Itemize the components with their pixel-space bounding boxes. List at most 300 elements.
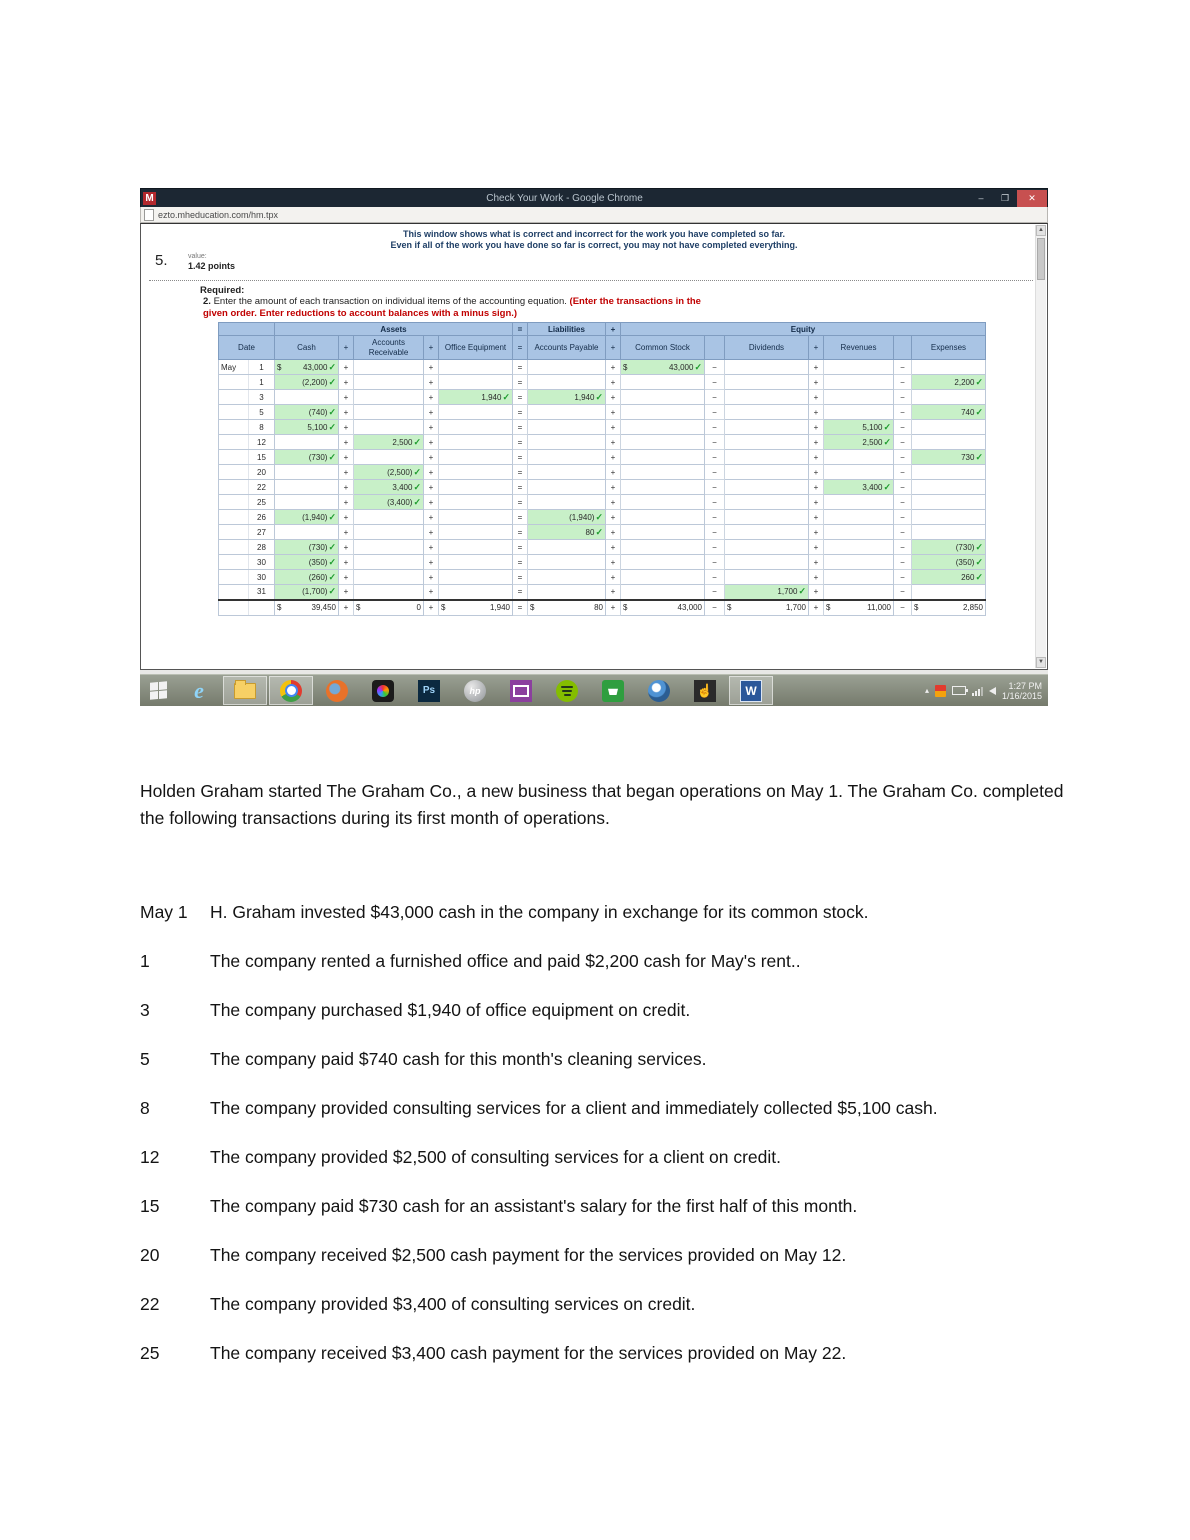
cell-exp[interactable] xyxy=(912,420,986,435)
cell-exp: $ 2,850 xyxy=(912,600,986,616)
windows-logo-icon xyxy=(150,681,167,699)
operator-cell: + xyxy=(339,510,354,525)
cell-ap[interactable] xyxy=(528,375,606,390)
operator-cell: + xyxy=(606,450,621,465)
column-header: Dividends xyxy=(725,336,809,360)
cell-exp[interactable] xyxy=(912,435,986,450)
cell-cs[interactable] xyxy=(621,405,705,420)
correct-checkmark-icon: ✓ xyxy=(883,436,891,447)
cell-ap[interactable] xyxy=(528,555,606,570)
transaction-day: May 1 xyxy=(140,902,188,922)
firefox-taskbar-button[interactable] xyxy=(315,676,359,705)
date-day-cell: 22 xyxy=(249,480,275,495)
cell-cs[interactable] xyxy=(621,495,705,510)
transaction-item xyxy=(140,949,1065,973)
operator-cell: = xyxy=(513,465,528,480)
operator-header: + xyxy=(339,336,354,360)
correct-checkmark-icon: ✓ xyxy=(328,376,336,387)
date-month-cell xyxy=(219,480,249,495)
cell-rev[interactable] xyxy=(824,465,894,480)
cell-cash[interactable]: $ 43,000 ✓ xyxy=(275,360,339,375)
cell-div[interactable] xyxy=(725,525,809,540)
cell-cs[interactable] xyxy=(621,450,705,465)
cell-oe[interactable] xyxy=(439,405,513,420)
cell-oe[interactable] xyxy=(439,360,513,375)
cell-rev[interactable] xyxy=(824,495,894,510)
address-bar[interactable] xyxy=(140,207,1048,223)
cell-oe[interactable] xyxy=(439,555,513,570)
cell-exp[interactable] xyxy=(912,585,986,600)
cell-cs[interactable] xyxy=(621,585,705,600)
chrome-taskbar-button[interactable] xyxy=(269,676,313,705)
app-store-taskbar-button[interactable] xyxy=(591,676,635,705)
operator-cell: + xyxy=(424,390,439,405)
operator-cell: + xyxy=(809,435,824,450)
cell-cs[interactable] xyxy=(621,480,705,495)
operator-cell: − xyxy=(894,465,912,480)
cell-cs[interactable] xyxy=(621,420,705,435)
cell-ar[interactable] xyxy=(354,450,424,465)
cell-cs[interactable] xyxy=(621,555,705,570)
operator-cell: − xyxy=(894,495,912,510)
operator-cell: + xyxy=(809,570,824,585)
date-month-cell xyxy=(219,465,249,480)
remote-app-taskbar-button[interactable] xyxy=(499,676,543,705)
operator-cell: = xyxy=(513,585,528,600)
cell-oe[interactable] xyxy=(439,435,513,450)
operator-cell: + xyxy=(424,435,439,450)
correct-checkmark-icon: ✓ xyxy=(413,481,421,492)
correct-checkmark-icon: ✓ xyxy=(328,451,336,462)
cell-ap: $ 80 xyxy=(528,600,606,616)
cell-exp[interactable] xyxy=(912,390,986,405)
cell-div[interactable] xyxy=(725,435,809,450)
action-center-icon[interactable] xyxy=(935,685,946,697)
cell-oe[interactable] xyxy=(439,585,513,600)
photoshop-taskbar-button[interactable] xyxy=(407,676,451,705)
operator-cell: + xyxy=(339,465,354,480)
cell-oe[interactable]: 1,940 ✓ xyxy=(439,390,513,405)
cell-oe[interactable] xyxy=(439,420,513,435)
cell-ar[interactable] xyxy=(354,585,424,600)
volume-icon[interactable] xyxy=(989,687,996,695)
scrollbar-thumb[interactable] xyxy=(1037,238,1045,280)
operator-cell: − xyxy=(894,600,912,616)
cell-oe[interactable] xyxy=(439,375,513,390)
cell-ap[interactable] xyxy=(528,405,606,420)
cell-rev[interactable] xyxy=(824,405,894,420)
column-header: Expenses xyxy=(912,336,986,360)
transaction-text: The company provided $2,500 of consulting services for a client on credit. xyxy=(210,1147,782,1167)
cell-cash[interactable]: (740) ✓ xyxy=(275,405,339,420)
operator-cell: + xyxy=(424,570,439,585)
cell-div[interactable] xyxy=(725,405,809,420)
cell-rev[interactable]: 3,400 ✓ xyxy=(824,480,894,495)
cell-oe[interactable] xyxy=(439,570,513,585)
cell-ap[interactable]: (1,940) ✓ xyxy=(528,510,606,525)
date-month-cell xyxy=(219,540,249,555)
cell-ar[interactable] xyxy=(354,390,424,405)
accounting-equation-table xyxy=(218,322,986,616)
operator-cell: + xyxy=(606,570,621,585)
correct-checkmark-icon: ✓ xyxy=(595,526,603,537)
operator-cell: − xyxy=(705,405,725,420)
maximize-button[interactable]: ❐ xyxy=(1000,192,1010,203)
totals-row xyxy=(219,600,986,616)
transaction-row xyxy=(219,420,986,435)
transaction-item xyxy=(140,1194,1065,1218)
operator-header: + xyxy=(606,336,621,360)
cell-ar[interactable]: (2,500) ✓ xyxy=(354,465,424,480)
cell-ap[interactable] xyxy=(528,360,606,375)
cell-cash[interactable]: (730) ✓ xyxy=(275,450,339,465)
operator-cell: + xyxy=(424,480,439,495)
operator-cell: − xyxy=(705,585,725,600)
group-header: = xyxy=(513,323,528,336)
operator-cell: + xyxy=(339,555,354,570)
date-day-cell: 15 xyxy=(249,450,275,465)
google-earth-taskbar-button[interactable] xyxy=(637,676,681,705)
operator-cell: + xyxy=(809,555,824,570)
cell-cash[interactable] xyxy=(275,495,339,510)
cell-exp[interactable]: (730) ✓ xyxy=(912,540,986,555)
cell-div[interactable]: 1,700 ✓ xyxy=(725,585,809,600)
cell-rev: $ 11,000 xyxy=(824,600,894,616)
operator-cell: − xyxy=(705,555,725,570)
cell-exp[interactable]: 730 ✓ xyxy=(912,450,986,465)
question-number: 5. xyxy=(155,252,168,269)
spotify-icon xyxy=(556,680,578,702)
cell-exp[interactable]: 260 ✓ xyxy=(912,570,986,585)
network-signal-icon[interactable] xyxy=(972,686,983,696)
transaction-text: The company paid $730 cash for an assistant's salary for the first half of this month. xyxy=(210,1196,858,1216)
cell-ar[interactable] xyxy=(354,555,424,570)
cell-cs[interactable] xyxy=(621,525,705,540)
operator-header xyxy=(894,336,912,360)
date-day-cell: 26 xyxy=(249,510,275,525)
transaction-day: 20 xyxy=(140,1245,160,1265)
cell-ap[interactable] xyxy=(528,495,606,510)
correct-checkmark-icon: ✓ xyxy=(595,511,603,522)
operator-cell: = xyxy=(513,495,528,510)
operator-cell: + xyxy=(424,405,439,420)
correct-checkmark-icon: ✓ xyxy=(694,361,702,372)
cell-ar[interactable] xyxy=(354,540,424,555)
operator-cell: = xyxy=(513,360,528,375)
cell-ap[interactable] xyxy=(528,420,606,435)
cell-oe[interactable] xyxy=(439,525,513,540)
cell-cs[interactable] xyxy=(621,510,705,525)
operator-cell: − xyxy=(705,390,725,405)
operator-cell: + xyxy=(809,495,824,510)
cell-div[interactable] xyxy=(725,450,809,465)
transaction-item xyxy=(140,1096,1065,1120)
transaction-day: 1 xyxy=(140,951,150,971)
transaction-item xyxy=(140,1243,1065,1267)
cell-cs[interactable]: $ 43,000 ✓ xyxy=(621,360,705,375)
cell-cash[interactable] xyxy=(275,390,339,405)
cell-exp[interactable] xyxy=(912,510,986,525)
hp-icon: hp xyxy=(464,680,486,702)
date-day-cell: 30 xyxy=(249,555,275,570)
date-day-cell: 31 xyxy=(249,585,275,600)
photoshop-icon: Ps xyxy=(418,680,440,702)
cell-cash[interactable]: (1,700) ✓ xyxy=(275,585,339,600)
operator-cell: + xyxy=(424,555,439,570)
operator-cell: = xyxy=(513,435,528,450)
transaction-item xyxy=(140,1341,1065,1365)
cell-exp[interactable] xyxy=(912,360,986,375)
operator-header: + xyxy=(809,336,824,360)
transaction-item xyxy=(140,1047,1065,1071)
cell-oe[interactable] xyxy=(439,540,513,555)
cell-rev[interactable] xyxy=(824,360,894,375)
operator-cell: + xyxy=(809,480,824,495)
operator-cell: + xyxy=(606,435,621,450)
correct-checkmark-icon: ✓ xyxy=(413,466,421,477)
instruction-body: Enter the amount of each transaction on individual items of the accounting equation. xyxy=(213,296,567,307)
cell-div[interactable] xyxy=(725,420,809,435)
cell-cash[interactable]: (1,940) ✓ xyxy=(275,510,339,525)
cell-exp[interactable]: (350) ✓ xyxy=(912,555,986,570)
operator-cell: − xyxy=(894,450,912,465)
operator-header: = xyxy=(513,336,528,360)
cell-div[interactable] xyxy=(725,510,809,525)
operator-cell: + xyxy=(809,540,824,555)
file-explorer-icon xyxy=(234,683,256,699)
document-body xyxy=(140,778,1065,1390)
battery-icon[interactable] xyxy=(952,686,966,695)
operator-cell: + xyxy=(424,510,439,525)
cell-cash[interactable] xyxy=(275,435,339,450)
group-header: + xyxy=(606,323,621,336)
transaction-text: The company received $3,400 cash payment for the services provided on May 22. xyxy=(210,1343,847,1363)
cell-cs[interactable] xyxy=(621,390,705,405)
window-titlebar xyxy=(140,188,1048,207)
transaction-item xyxy=(140,900,1065,924)
touch-app-icon: ☝ xyxy=(694,680,716,702)
cell-exp[interactable] xyxy=(912,480,986,495)
operator-cell: + xyxy=(424,360,439,375)
cell-rev[interactable] xyxy=(824,540,894,555)
cell-ap[interactable] xyxy=(528,570,606,585)
notice-text xyxy=(141,229,1047,251)
group-header: Equity xyxy=(621,323,986,336)
cell-exp[interactable] xyxy=(912,525,986,540)
cell-div[interactable] xyxy=(725,375,809,390)
cell-ar[interactable] xyxy=(354,570,424,585)
operator-cell: + xyxy=(606,600,621,616)
cell-cash[interactable]: (2,200) ✓ xyxy=(275,375,339,390)
cell-oe[interactable] xyxy=(439,465,513,480)
date-month-cell xyxy=(219,435,249,450)
correct-checkmark-icon: ✓ xyxy=(975,376,983,387)
operator-cell: + xyxy=(606,585,621,600)
minimize-button[interactable]: – xyxy=(978,193,984,203)
spotify-taskbar-button[interactable] xyxy=(545,676,589,705)
cell-ar[interactable] xyxy=(354,420,424,435)
cell-ap[interactable] xyxy=(528,435,606,450)
date-month-cell xyxy=(219,420,249,435)
operator-cell: = xyxy=(513,540,528,555)
operator-cell: − xyxy=(894,525,912,540)
operator-cell: + xyxy=(809,510,824,525)
cell-oe[interactable] xyxy=(439,510,513,525)
correct-checkmark-icon: ✓ xyxy=(328,571,336,582)
date-month-cell xyxy=(219,555,249,570)
operator-cell: − xyxy=(894,555,912,570)
transaction-row xyxy=(219,480,986,495)
cell-rev[interactable] xyxy=(824,390,894,405)
operator-cell: + xyxy=(809,375,824,390)
cell-rev[interactable] xyxy=(824,510,894,525)
cell-exp[interactable] xyxy=(912,465,986,480)
cell-cash[interactable] xyxy=(275,480,339,495)
scroll-up-icon[interactable]: ▲ xyxy=(1036,225,1046,236)
cell-div[interactable] xyxy=(725,465,809,480)
close-button[interactable]: ✕ xyxy=(1017,190,1047,207)
cell-ar[interactable]: 3,400 ✓ xyxy=(354,480,424,495)
operator-cell: − xyxy=(705,495,725,510)
photos-taskbar-button[interactable] xyxy=(361,676,405,705)
cell-div[interactable] xyxy=(725,570,809,585)
instruction-number: 2. xyxy=(203,296,211,307)
operator-cell: + xyxy=(606,360,621,375)
operator-cell: + xyxy=(606,510,621,525)
touch-app-taskbar-button[interactable] xyxy=(683,676,727,705)
scroll-down-icon[interactable]: ▼ xyxy=(1036,657,1046,668)
cell-ap[interactable] xyxy=(528,465,606,480)
date-day-cell: 1 xyxy=(249,360,275,375)
operator-cell: + xyxy=(339,585,354,600)
cell-cash[interactable] xyxy=(275,465,339,480)
required-label: Required: xyxy=(200,285,245,296)
cell-cs[interactable] xyxy=(621,465,705,480)
date-month-cell xyxy=(219,495,249,510)
operator-cell: − xyxy=(705,525,725,540)
operator-cell: − xyxy=(894,405,912,420)
cell-rev[interactable] xyxy=(824,525,894,540)
taskbar-clock[interactable] xyxy=(1002,681,1042,701)
cell-ar[interactable] xyxy=(354,510,424,525)
cell-rev[interactable] xyxy=(824,375,894,390)
column-header: Date xyxy=(219,336,275,360)
operator-cell: − xyxy=(894,480,912,495)
cell-ap[interactable] xyxy=(528,585,606,600)
correct-checkmark-icon: ✓ xyxy=(328,421,336,432)
cell-ar[interactable]: (3,400) ✓ xyxy=(354,495,424,510)
operator-cell: + xyxy=(424,495,439,510)
date-month-cell xyxy=(219,600,249,616)
cell-ar[interactable]: 2,500 ✓ xyxy=(354,435,424,450)
hidden-icons-caret[interactable]: ▴ xyxy=(924,686,929,695)
cell-cs[interactable] xyxy=(621,375,705,390)
cell-cs[interactable] xyxy=(621,540,705,555)
cell-rev[interactable] xyxy=(824,585,894,600)
date-day-cell: 27 xyxy=(249,525,275,540)
group-header xyxy=(219,323,275,336)
cell-ar[interactable] xyxy=(354,405,424,420)
cell-exp[interactable]: 2,200 ✓ xyxy=(912,375,986,390)
operator-cell: = xyxy=(513,390,528,405)
correct-checkmark-icon: ✓ xyxy=(975,556,983,567)
cell-cash[interactable]: (260) ✓ xyxy=(275,570,339,585)
transaction-day: 25 xyxy=(140,1343,160,1363)
cell-div[interactable] xyxy=(725,540,809,555)
operator-cell: + xyxy=(809,420,824,435)
cell-oe[interactable] xyxy=(439,450,513,465)
cell-ar[interactable] xyxy=(354,360,424,375)
cell-cash[interactable]: 5,100 ✓ xyxy=(275,420,339,435)
cell-cs[interactable] xyxy=(621,435,705,450)
cell-ap[interactable] xyxy=(528,450,606,465)
cell-ap[interactable] xyxy=(528,540,606,555)
cell-oe[interactable] xyxy=(439,480,513,495)
column-header: Common Stock xyxy=(621,336,705,360)
clock-date: 1/16/2015 xyxy=(1001,690,1042,701)
operator-cell: − xyxy=(705,600,725,616)
cell-ar[interactable] xyxy=(354,375,424,390)
operator-cell: − xyxy=(894,510,912,525)
start-button[interactable] xyxy=(140,675,176,706)
hp-taskbar-button[interactable] xyxy=(453,676,497,705)
transaction-item xyxy=(140,1145,1065,1169)
cell-rev[interactable] xyxy=(824,570,894,585)
operator-cell: = xyxy=(513,570,528,585)
column-header: Cash xyxy=(275,336,339,360)
file-explorer-taskbar-button[interactable] xyxy=(223,676,267,705)
cell-div[interactable] xyxy=(725,480,809,495)
operator-cell: − xyxy=(894,540,912,555)
cell-ap[interactable]: 1,940 ✓ xyxy=(528,390,606,405)
cell-rev[interactable] xyxy=(824,555,894,570)
cell-div[interactable] xyxy=(725,360,809,375)
cell-exp[interactable]: 740 ✓ xyxy=(912,405,986,420)
word-taskbar-button[interactable] xyxy=(729,676,773,705)
transaction-day: 5 xyxy=(140,1049,150,1069)
cell-cash[interactable]: (350) ✓ xyxy=(275,555,339,570)
cell-cash[interactable]: (730) ✓ xyxy=(275,540,339,555)
cell-cash[interactable] xyxy=(275,525,339,540)
cell-ar[interactable] xyxy=(354,525,424,540)
cell-div[interactable] xyxy=(725,390,809,405)
date-day-cell: 25 xyxy=(249,495,275,510)
cell-oe[interactable] xyxy=(439,495,513,510)
cell-rev[interactable]: 5,100 ✓ xyxy=(824,420,894,435)
date-month-cell xyxy=(219,390,249,405)
operator-cell: − xyxy=(705,450,725,465)
cell-ap[interactable]: 80 ✓ xyxy=(528,525,606,540)
operator-cell: + xyxy=(339,525,354,540)
cell-ap[interactable] xyxy=(528,480,606,495)
column-header: Office Equipment xyxy=(439,336,513,360)
cell-rev[interactable]: 2,500 ✓ xyxy=(824,435,894,450)
transaction-text: The company paid $740 cash for this month's cleaning services. xyxy=(210,1049,707,1069)
cell-div[interactable] xyxy=(725,555,809,570)
internet-explorer-taskbar-button[interactable] xyxy=(177,676,221,705)
transaction-day: 8 xyxy=(140,1098,150,1118)
scrollbar[interactable] xyxy=(1035,225,1046,668)
cell-exp[interactable] xyxy=(912,495,986,510)
operator-cell: = xyxy=(513,450,528,465)
column-header: Revenues xyxy=(824,336,894,360)
cell-cs[interactable] xyxy=(621,570,705,585)
cell-rev[interactable] xyxy=(824,450,894,465)
operator-cell: = xyxy=(513,375,528,390)
transaction-day: 22 xyxy=(140,1294,160,1314)
cell-div[interactable] xyxy=(725,495,809,510)
date-day-cell: 1 xyxy=(249,375,275,390)
